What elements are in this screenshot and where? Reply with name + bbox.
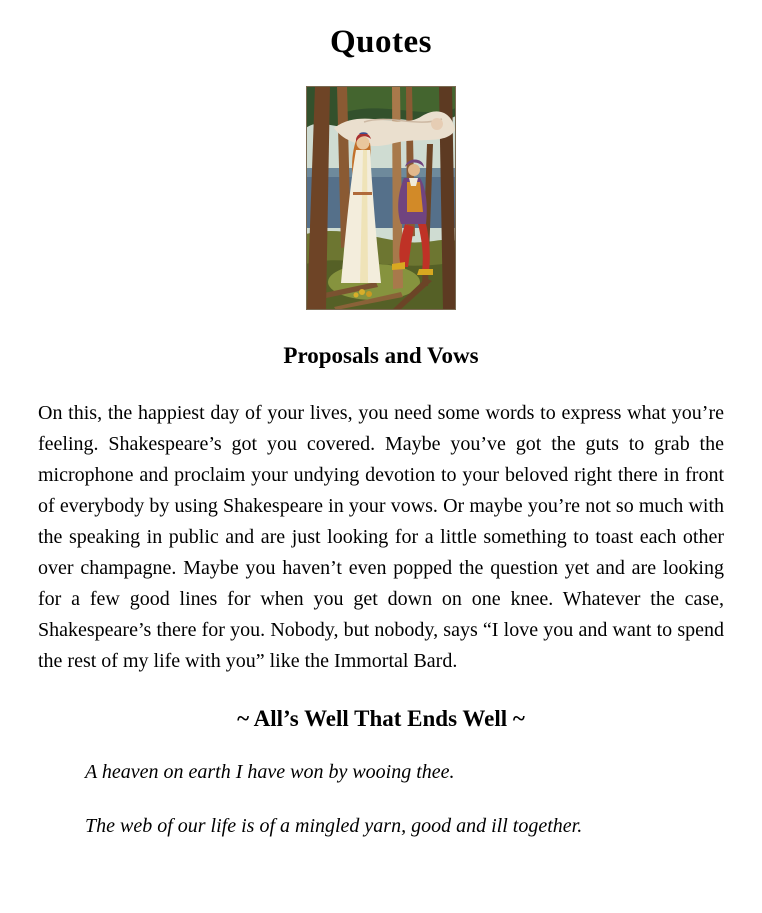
quote-line: The web of our life is of a mingled yarn, good and ill together.	[85, 815, 583, 838]
play-heading: ~ All’s Well That Ends Well ~	[237, 705, 525, 731]
quote-line: A heaven on earth I have won by wooing thee.	[85, 761, 455, 784]
illustration-figure	[38, 86, 724, 310]
quotes-page	[0, 24, 762, 913]
intro-paragraph: On this, the happiest day of your lives, you need some words to express what you’re feeling. Shakespeare’s got you covered. Maybe you’ve got the guts to grab the microphone and proclaim your undying devotion to your beloved right there in front of everybody by using Shakespeare in your vows. Or maybe you’re not so much with the speaking in public and are just looking for a little something to toast each other over champagne. Maybe you haven’t even popped the question yet and are looking for a few good lines for when you get down on one knee. Whatever the case, Shakespeare’s there for you. Nobody, but nobody, says “I love you and want to spend the rest of my life with you” like the Immortal Bard.	[38, 401, 724, 672]
page-title: Quotes	[330, 24, 432, 60]
woodland-lovers-illustration	[306, 86, 456, 310]
section-heading: Proposals and Vows	[283, 342, 479, 368]
